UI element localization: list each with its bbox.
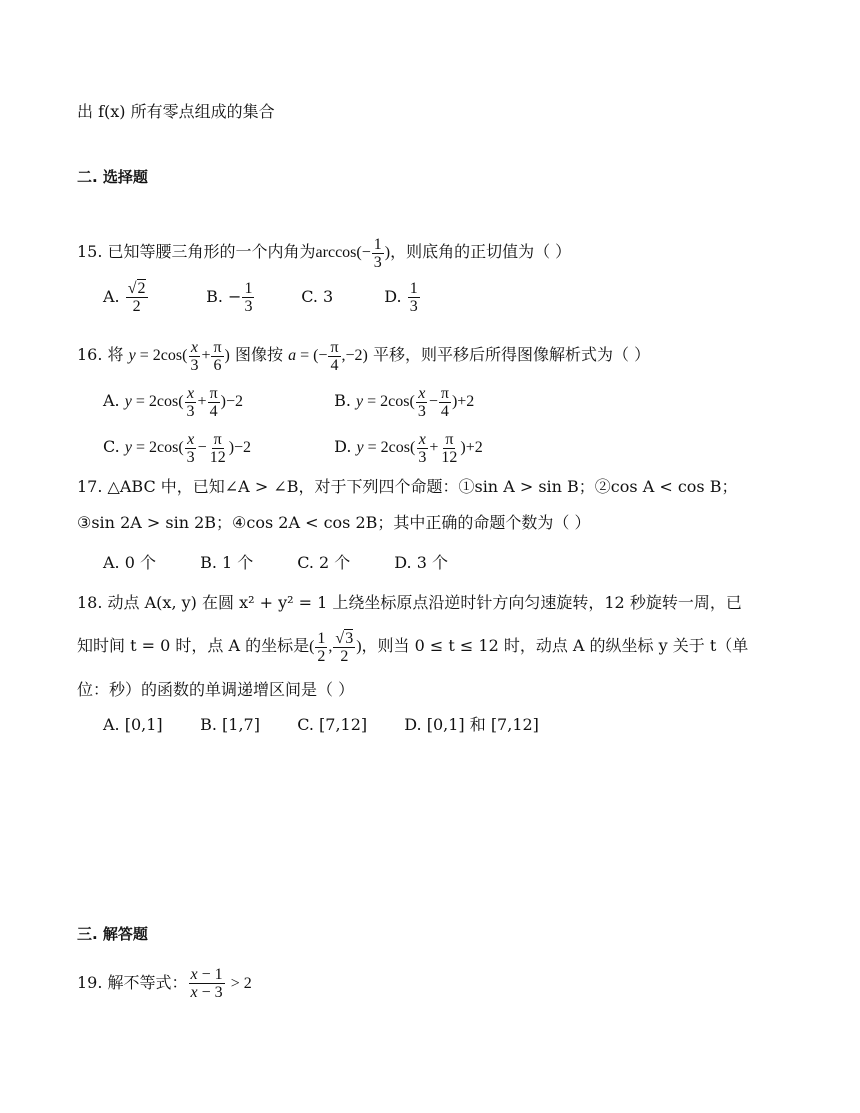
q19-stem: 19. 解不等式： $\frac{x - 1}{x - 3}$ > 2 (77, 966, 252, 1001)
q15-options (103, 280, 421, 315)
q16-option-a: A. y = 2cos( $\frac{x}{3}$ + $\frac{\pi}{4}$ )−2 (103, 385, 243, 420)
q17-option-d: D. 3 个 (394, 553, 448, 572)
q18-options (103, 715, 539, 735)
q18-option-c: C. [7,12] (297, 715, 368, 734)
q18-line1: 18. 动点 A(x, y) 在圆 x² + y² = 1 上绕坐标原点沿逆时针方向匀速旋转，12 秒旋转一周，已 (77, 593, 742, 612)
q18-line3: 位：秒）的函数的单调递增区间是（ ） (77, 680, 355, 699)
q17-option-a: A. 0 个 (103, 553, 156, 572)
q17-line2: ③sin 2A > sin 2B；④cos 2A < cos 2B；其中正确的命题个数为（ ） (77, 513, 591, 532)
q18-option-d: D. [0,1] 和 [7,12] (404, 715, 539, 734)
q15-stem (77, 236, 571, 271)
q15-stem-b: ，则底角的正切值为（ ） (390, 242, 572, 262)
q16-option-b: B. y = 2cos( $\frac{x}{3}$ − $\frac{\pi}{4}$ )+2 (334, 385, 475, 420)
q17-line1: 17. △ABC 中，已知∠A > ∠B，对于下列四个命题：①sin A > sin B；②cos A < cos B； (77, 477, 738, 496)
q15-option-b: B. − $\frac{1}{3}$ (206, 280, 253, 315)
q15-option-d: D. $\frac{1}{3}$ (384, 280, 418, 315)
q17-option-c: C. 2 个 (297, 553, 351, 572)
q17-options (103, 553, 448, 573)
q15-arccos: arccos(− $\frac{1}{3}$ ) (315, 236, 391, 271)
q15-option-c: C. 3 (301, 287, 334, 306)
q18-option-a: A. [0,1] (103, 715, 163, 734)
q16-stem: 16. 将 y = 2cos( $\frac{x}{3}$ + $\frac{\pi}{6}$ ) 图像按 a = (− $\frac{\pi}{4}$ ,−2) 平移，则平移后所得图像解析式为（ ） (77, 339, 651, 374)
q18-option-b: B. [1,7] (200, 715, 260, 734)
section-heading-answer: 三. 解答题 (77, 925, 148, 943)
q15-stem-a: 15. 已知等腰三角形的一个内角为 (77, 242, 316, 262)
q16-options-row1 (103, 385, 474, 420)
intro-line: 出 f(x) 所有零点组成的集合 (77, 102, 275, 121)
q16-option-d: D. y = 2cos( $\frac{x}{3}$ + $\frac{\pi}{12}$ )+2 (334, 431, 483, 466)
q15-option-a: A. $\frac{√2}{2}$ (103, 280, 146, 315)
q18-line2: 知时间 t = 0 时，点 A 的坐标是( $\frac{1}{2}$ , $\frac{√3}{2}$ )，则当 0 ≤ t ≤ 12 时，动点 A 的纵坐标 y 关于 t（单 (77, 630, 749, 665)
section-heading-choice: 二. 选择题 (77, 168, 148, 186)
q16-options-row2 (103, 431, 483, 466)
q16-option-c: C. y = 2cos( $\frac{x}{3}$ − $\frac{\pi}{12}$ )−2 (103, 431, 252, 466)
q17-option-b: B. 1 个 (200, 553, 254, 572)
